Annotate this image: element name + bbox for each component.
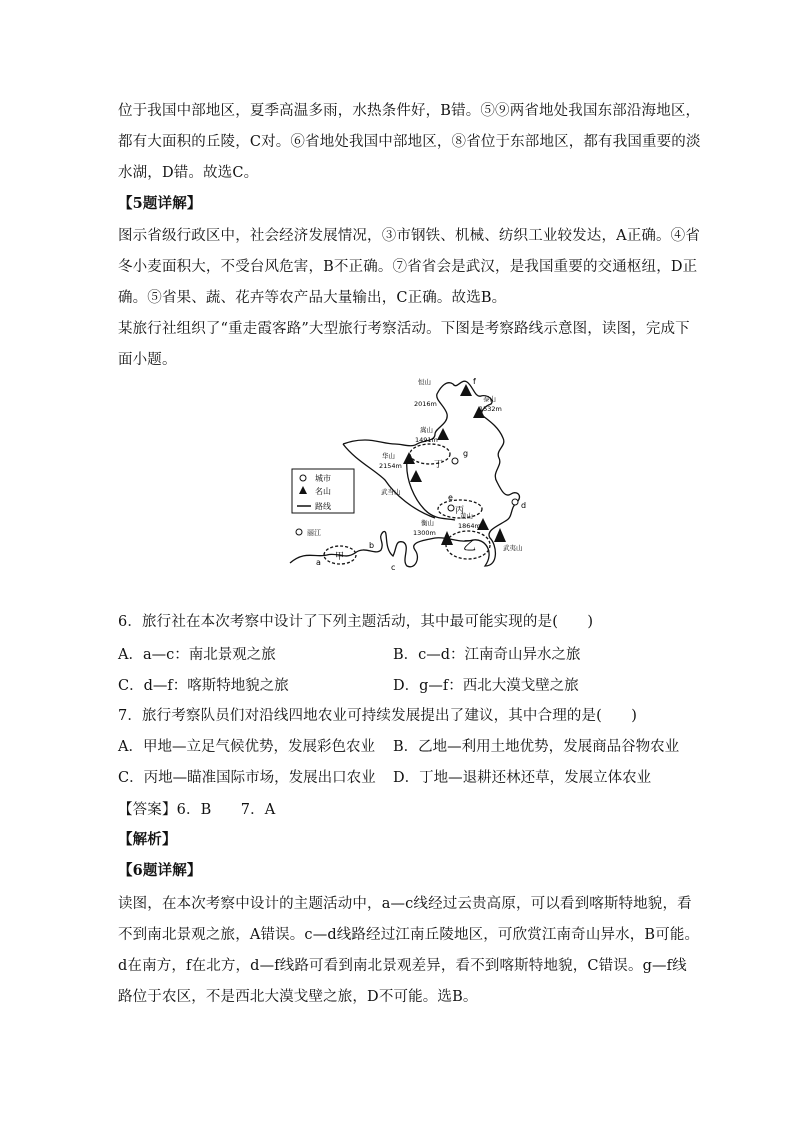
paragraph-line: 冬小麦面积大，不受台风危害，B不正确。⑦省省会是武汉，是我国重要的交通枢纽，D正: [118, 259, 698, 275]
paragraph-line: 图示省级行政区中，社会经济发展情况，③市钢铁、机械、纺织工业较发达，A正确。④省: [118, 228, 700, 244]
mountain-elevation: 1864m: [458, 522, 481, 530]
mountain-label: 武当山: [381, 488, 401, 496]
paragraph-line: d在南方，f在北方，d—f线路可看到南北景观差异，看不到喀斯特地貌，C错误。g—f线: [118, 958, 687, 974]
region-label-ding: 丁: [434, 460, 444, 470]
route-point-label: e: [448, 493, 453, 502]
paragraph-line: 不到南北景观之旅，A错误。c—d线路经过江南丘陵地区，可欣赏江南奇山异水，B可能。: [118, 927, 700, 943]
legend-mountain-label: 名山: [315, 487, 331, 496]
answer-line: 【答案】6．B 7．A: [118, 802, 276, 818]
section-heading-q5: 【5题详解】: [118, 195, 202, 212]
paragraph-line: 确。⑤省果、蔬、花卉等农产品大量输出，C正确。故选B。: [118, 290, 507, 306]
region-label-jia: 甲: [335, 552, 345, 562]
route-map-figure: [285, 370, 540, 580]
q6-option-d: D．g—f：西北大漠戈壁之旅: [393, 678, 579, 694]
q6-option-b: B．c—d：江南奇山异水之旅: [393, 647, 581, 663]
mountain-label: 嵩山: [420, 426, 433, 434]
mountain-elevation: 1532m: [479, 405, 502, 413]
route-point-label: c: [391, 563, 396, 572]
mountain-label: 泰山: [483, 395, 496, 403]
paragraph-line: 水湖，D错。故选C。: [118, 165, 259, 181]
q7-option-c: C．丙地—瞄准国际市场，发展出口农业: [118, 770, 376, 786]
mountain-elevation: 2154m: [379, 462, 402, 470]
q7-option-b: B．乙地—利用土地优势，发展商品谷物农业: [393, 739, 680, 755]
question-6-stem: 6．旅行社在本次考察中设计了下列主题活动，其中最可能实现的是( ): [118, 614, 594, 630]
mountain-label: 衡山: [421, 519, 434, 527]
analysis-heading: 【解析】: [118, 831, 177, 848]
mountain-label: 华山: [382, 452, 395, 460]
paragraph-line: 都有大面积的丘陵，C对。⑥省地处我国中部地区，⑧省位于东部地区，都有我国重要的淡: [118, 134, 701, 150]
route-point-label: g: [463, 449, 469, 458]
paragraph-line: 读图，在本次考察中设计的主题活动中，a—c线经过云贵高原，可以看到喀斯特地貌，看: [118, 896, 692, 912]
paragraph-line: 面小题。: [118, 352, 177, 368]
q6-option-c: C．d—f：喀斯特地貌之旅: [118, 678, 289, 694]
city-label: 丽江: [307, 529, 321, 537]
route-point-label: f: [473, 377, 476, 386]
mountain-elevation: 2016m: [414, 400, 437, 408]
route-point-label: d: [521, 501, 527, 510]
mountain-elevation: 1300m: [413, 529, 436, 537]
section-heading-q6: 【6题详解】: [118, 862, 202, 879]
legend-city-symbol: [300, 475, 306, 481]
legend-city-label: 城市: [315, 474, 331, 483]
mountain-label: 黄山: [460, 512, 473, 520]
q7-option-a: A．甲地—立足气候优势，发展彩色农业: [118, 739, 375, 755]
mountain-label: 武夷山: [503, 544, 523, 552]
question-7-stem: 7．旅行考察队员们对沿线四地农业可持续发展提出了建议，其中合理的是( ): [118, 708, 638, 724]
paragraph-line: 路位于农区，不是西北大漠戈壁之旅，D不可能。选B。: [118, 989, 478, 1005]
route-point-label: a: [316, 558, 321, 567]
route-point-label: b: [369, 541, 375, 550]
mountain-label: 恒山: [418, 378, 431, 386]
region-label-yi: 乙: [463, 539, 477, 554]
legend-route-label: 路线: [315, 502, 331, 511]
q6-option-a: A．a—c：南北景观之旅: [118, 647, 276, 663]
paragraph-line: 某旅行社组织了“重走霞客路”大型旅行考察活动。下图是考察路线示意图，读图，完成下: [118, 321, 690, 337]
q7-option-d: D．丁地—退耕还林还草，发展立体农业: [393, 770, 652, 786]
mountain-elevation: 1491m: [415, 436, 438, 444]
paragraph-line: 位于我国中部地区，夏季高温多雨，水热条件好，B错。⑤⑨两省地处我国东部沿海地区，: [118, 103, 701, 119]
region-label-bing: 丙: [455, 506, 465, 516]
